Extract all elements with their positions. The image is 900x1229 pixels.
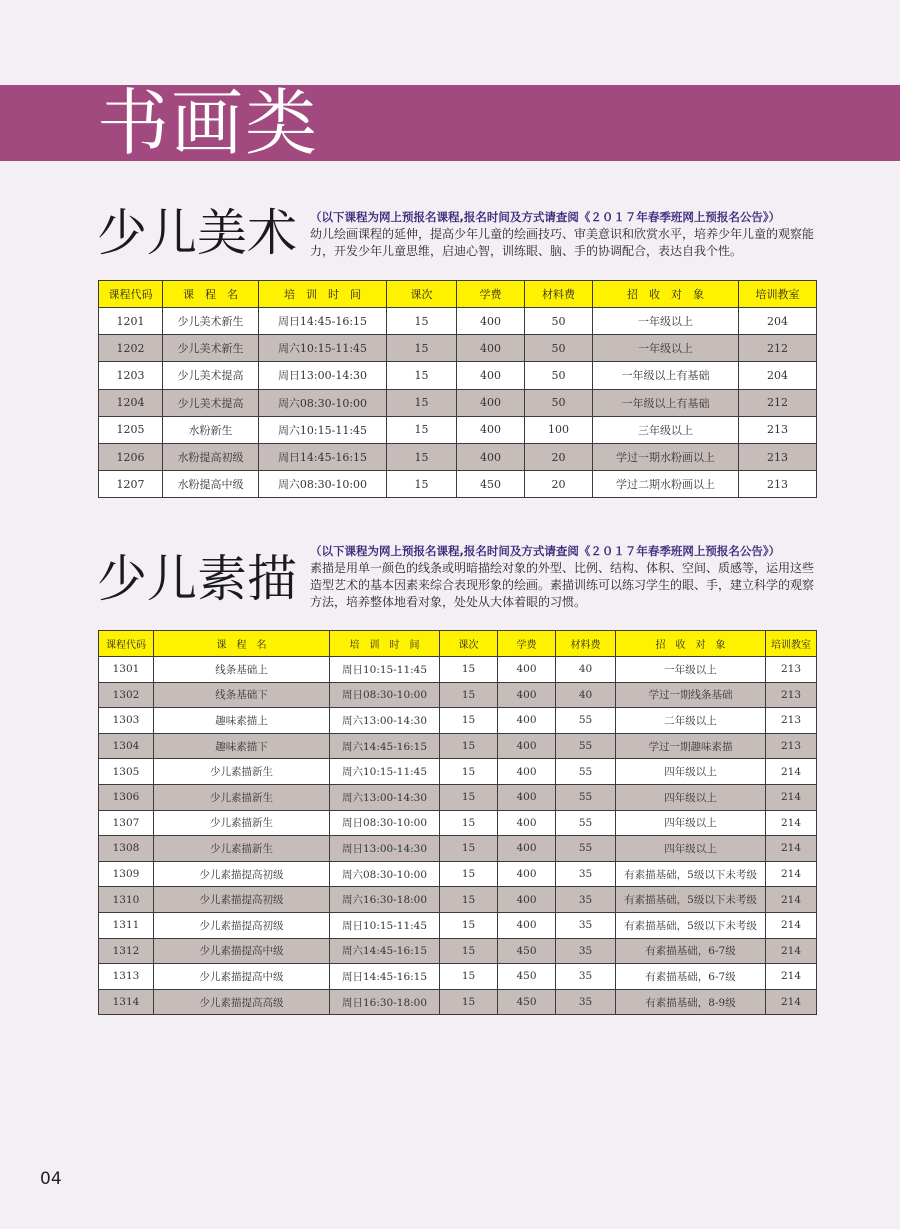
cell-sessions: 15 <box>440 964 498 990</box>
cell-tuition: 400 <box>457 416 525 443</box>
cell-room: 213 <box>766 682 817 708</box>
table-row <box>99 784 817 810</box>
cell-target: 二年级以上 <box>616 708 766 734</box>
cell-time: 周日14:45-16:15 <box>259 443 387 470</box>
cell-course: 线条基础上 <box>154 657 330 683</box>
cell-sessions: 15 <box>440 938 498 964</box>
cell-sessions: 15 <box>387 362 457 389</box>
cell-room: 214 <box>766 887 817 913</box>
cell-material: 35 <box>556 938 616 964</box>
header-material: 材料费 <box>525 281 593 308</box>
cell-sessions: 15 <box>440 912 498 938</box>
cell-room: 213 <box>766 708 817 734</box>
section-note-art: （以下课程为网上预报名课程,报名时间及方式请查阅《２０１７年春季班网上预报名公告》） <box>310 210 781 224</box>
cell-tuition: 450 <box>457 471 525 498</box>
cell-target: 有素描基础，8-9级 <box>616 989 766 1015</box>
table-row <box>99 810 817 836</box>
cell-sessions: 15 <box>387 335 457 362</box>
cell-sessions: 15 <box>440 733 498 759</box>
cell-course: 少儿美术新生 <box>163 308 259 335</box>
cell-time: 周六10:15-11:45 <box>330 759 440 785</box>
cell-course: 水粉提高初级 <box>163 443 259 470</box>
cell-target: 有素描基础，6-7级 <box>616 938 766 964</box>
header-code: 课程代码 <box>99 281 163 308</box>
cell-time: 周六16:30-18:00 <box>330 887 440 913</box>
cell-code: 1307 <box>99 810 154 836</box>
cell-material: 50 <box>525 362 593 389</box>
cell-time: 周六08:30-10:00 <box>259 389 387 416</box>
cell-code: 1206 <box>99 443 163 470</box>
cell-course: 水粉新生 <box>163 416 259 443</box>
cell-room: 213 <box>739 416 817 443</box>
cell-time: 周六10:15-11:45 <box>259 335 387 362</box>
cell-course: 少儿美术提高 <box>163 362 259 389</box>
header-sessions: 课次 <box>387 281 457 308</box>
cell-tuition: 400 <box>498 784 556 810</box>
cell-room: 214 <box>766 938 817 964</box>
table-row <box>99 335 817 362</box>
cell-material: 55 <box>556 759 616 785</box>
header-time: 培 训 时 间 <box>330 631 440 657</box>
cell-code: 1302 <box>99 682 154 708</box>
cell-room: 212 <box>739 335 817 362</box>
cell-code: 1309 <box>99 861 154 887</box>
cell-time: 周日08:30-10:00 <box>330 810 440 836</box>
cell-target: 一年级以上 <box>616 657 766 683</box>
cell-code: 1306 <box>99 784 154 810</box>
cell-sessions: 15 <box>387 308 457 335</box>
header-target: 招 收 对 象 <box>593 281 739 308</box>
header-sessions: 课次 <box>440 631 498 657</box>
cell-target: 有素描基础，6-7级 <box>616 964 766 990</box>
table-row <box>99 938 817 964</box>
cell-material: 100 <box>525 416 593 443</box>
cell-time: 周六10:15-11:45 <box>259 416 387 443</box>
header-room: 培训教室 <box>766 631 817 657</box>
cell-time: 周日14:45-16:15 <box>259 308 387 335</box>
cell-tuition: 400 <box>498 682 556 708</box>
cell-material: 35 <box>556 861 616 887</box>
cell-code: 1310 <box>99 887 154 913</box>
cell-tuition: 400 <box>498 657 556 683</box>
cell-sessions: 15 <box>440 861 498 887</box>
cell-time: 周六14:45-16:15 <box>330 938 440 964</box>
table-row <box>99 861 817 887</box>
cell-time: 周日10:15-11:45 <box>330 657 440 683</box>
cell-material: 50 <box>525 308 593 335</box>
cell-room: 214 <box>766 784 817 810</box>
cell-sessions: 15 <box>440 784 498 810</box>
cell-target: 一年级以上有基础 <box>593 389 739 416</box>
cell-room: 214 <box>766 912 817 938</box>
table-row <box>99 733 817 759</box>
cell-target: 有素描基础，5级以下未考级 <box>616 887 766 913</box>
header-target: 招 收 对 象 <box>616 631 766 657</box>
cell-material: 35 <box>556 887 616 913</box>
header-course: 课 程 名 <box>163 281 259 308</box>
header-material: 材料费 <box>556 631 616 657</box>
cell-target: 四年级以上 <box>616 810 766 836</box>
cell-course: 少儿素描新生 <box>154 810 330 836</box>
cell-time: 周六08:30-10:00 <box>330 861 440 887</box>
cell-time: 周日16:30-18:00 <box>330 989 440 1015</box>
cell-code: 1304 <box>99 733 154 759</box>
cell-target: 三年级以上 <box>593 416 739 443</box>
table-row <box>99 682 817 708</box>
table-row <box>99 964 817 990</box>
section-desc-sketch: 素描是用单一颜色的线条或明暗描绘对象的外型、比例、结构、体积、空间、质感等，运用这些造型艺术的基本因素来综合表现形象的绘画。素描训练可以练习学生的眼、手，建立科学的观察方法，培养整体地看对象，处处从大体着眼的习惯。 <box>310 561 815 609</box>
cell-room: 214 <box>766 964 817 990</box>
cell-room: 214 <box>766 759 817 785</box>
cell-code: 1311 <box>99 912 154 938</box>
cell-code: 1202 <box>99 335 163 362</box>
cell-course: 少儿素描提高初级 <box>154 912 330 938</box>
cell-target: 四年级以上 <box>616 784 766 810</box>
cell-course: 少儿素描提高高级 <box>154 989 330 1015</box>
cell-target: 学过二期水粉画以上 <box>593 471 739 498</box>
cell-course: 趣味素描上 <box>154 708 330 734</box>
section-note-sketch: （以下课程为网上预报名课程,报名时间及方式请查阅《２０１７年春季班网上预报名公告》） <box>310 544 781 558</box>
cell-tuition: 400 <box>457 335 525 362</box>
cell-sessions: 15 <box>440 657 498 683</box>
header-room: 培训教室 <box>739 281 817 308</box>
header-time: 培 训 时 间 <box>259 281 387 308</box>
cell-material: 35 <box>556 989 616 1015</box>
table-row <box>99 912 817 938</box>
course-table-art <box>98 280 817 498</box>
cell-room: 204 <box>739 362 817 389</box>
category-title: 书画类 <box>97 81 320 165</box>
cell-course: 线条基础下 <box>154 682 330 708</box>
cell-room: 213 <box>766 733 817 759</box>
table-row <box>99 471 817 498</box>
cell-course: 少儿素描提高初级 <box>154 887 330 913</box>
cell-sessions: 15 <box>387 416 457 443</box>
cell-sessions: 15 <box>440 682 498 708</box>
cell-material: 55 <box>556 784 616 810</box>
cell-tuition: 400 <box>457 443 525 470</box>
section-desc-art: 幼儿绘画课程的延伸，提高少年儿童的绘画技巧、审美意识和欣赏水平，培养少年儿童的观察能力，开发少年儿童思维，启迪心智，训练眼、脑、手的协调配合，表达自我个性。 <box>310 227 815 258</box>
cell-room: 214 <box>766 810 817 836</box>
cell-time: 周六13:00-14:30 <box>330 784 440 810</box>
cell-tuition: 450 <box>498 989 556 1015</box>
cell-material: 20 <box>525 471 593 498</box>
table-row <box>99 443 817 470</box>
table-row <box>99 887 817 913</box>
cell-code: 1207 <box>99 471 163 498</box>
cell-time: 周六08:30-10:00 <box>259 471 387 498</box>
cell-course: 少儿素描提高中级 <box>154 964 330 990</box>
cell-code: 1303 <box>99 708 154 734</box>
cell-tuition: 400 <box>457 308 525 335</box>
cell-sessions: 15 <box>387 443 457 470</box>
cell-sessions: 15 <box>440 836 498 862</box>
cell-course: 趣味素描下 <box>154 733 330 759</box>
table-row <box>99 759 817 785</box>
cell-tuition: 450 <box>498 938 556 964</box>
cell-tuition: 400 <box>498 836 556 862</box>
table-row <box>99 308 817 335</box>
cell-code: 1205 <box>99 416 163 443</box>
cell-target: 四年级以上 <box>616 759 766 785</box>
cell-room: 214 <box>766 861 817 887</box>
cell-code: 1203 <box>99 362 163 389</box>
cell-sessions: 15 <box>440 759 498 785</box>
header-code: 课程代码 <box>99 631 154 657</box>
cell-material: 50 <box>525 389 593 416</box>
cell-sessions: 15 <box>387 471 457 498</box>
cell-target: 有素描基础，5级以下未考级 <box>616 912 766 938</box>
section-title-sketch: 少儿素描 <box>97 550 297 608</box>
cell-target: 有素描基础，5级以下未考级 <box>616 861 766 887</box>
cell-code: 1312 <box>99 938 154 964</box>
cell-code: 1201 <box>99 308 163 335</box>
cell-material: 50 <box>525 335 593 362</box>
cell-course: 少儿素描新生 <box>154 836 330 862</box>
table-row <box>99 389 817 416</box>
course-table-sketch <box>98 630 817 1015</box>
cell-code: 1313 <box>99 964 154 990</box>
table-row <box>99 836 817 862</box>
cell-material: 55 <box>556 810 616 836</box>
cell-sessions: 15 <box>440 989 498 1015</box>
cell-room: 204 <box>739 308 817 335</box>
cell-target: 四年级以上 <box>616 836 766 862</box>
cell-course: 少儿美术新生 <box>163 335 259 362</box>
category-banner <box>0 81 900 165</box>
cell-tuition: 400 <box>498 861 556 887</box>
cell-material: 55 <box>556 733 616 759</box>
cell-course: 水粉提高中级 <box>163 471 259 498</box>
cell-time: 周六14:45-16:15 <box>330 733 440 759</box>
cell-target: 学过一期线条基础 <box>616 682 766 708</box>
cell-tuition: 400 <box>498 810 556 836</box>
cell-course: 少儿素描提高初级 <box>154 861 330 887</box>
header-tuition: 学费 <box>498 631 556 657</box>
cell-target: 学过一期水粉画以上 <box>593 443 739 470</box>
cell-course: 少儿素描新生 <box>154 759 330 785</box>
cell-code: 1305 <box>99 759 154 785</box>
cell-course: 少儿美术提高 <box>163 389 259 416</box>
cell-tuition: 400 <box>457 362 525 389</box>
cell-target: 一年级以上 <box>593 335 739 362</box>
cell-material: 40 <box>556 657 616 683</box>
cell-code: 1301 <box>99 657 154 683</box>
cell-tuition: 400 <box>498 887 556 913</box>
cell-target: 学过一期趣味素描 <box>616 733 766 759</box>
cell-sessions: 15 <box>387 389 457 416</box>
cell-tuition: 400 <box>457 389 525 416</box>
section-title-art: 少儿美术 <box>97 204 297 262</box>
cell-target: 一年级以上有基础 <box>593 362 739 389</box>
cell-sessions: 15 <box>440 887 498 913</box>
header-tuition: 学费 <box>457 281 525 308</box>
cell-material: 55 <box>556 708 616 734</box>
cell-material: 35 <box>556 964 616 990</box>
cell-time: 周六13:00-14:30 <box>330 708 440 734</box>
cell-material: 55 <box>556 836 616 862</box>
cell-material: 20 <box>525 443 593 470</box>
cell-target: 一年级以上 <box>593 308 739 335</box>
cell-course: 少儿素描新生 <box>154 784 330 810</box>
cell-sessions: 15 <box>440 708 498 734</box>
cell-material: 40 <box>556 682 616 708</box>
cell-material: 35 <box>556 912 616 938</box>
table-row <box>99 416 817 443</box>
cell-tuition: 400 <box>498 733 556 759</box>
cell-course: 少儿素描提高中级 <box>154 938 330 964</box>
cell-tuition: 450 <box>498 964 556 990</box>
cell-time: 周日08:30-10:00 <box>330 682 440 708</box>
table-row <box>99 657 817 683</box>
header-course: 课 程 名 <box>154 631 330 657</box>
cell-room: 213 <box>739 471 817 498</box>
cell-sessions: 15 <box>440 810 498 836</box>
cell-time: 周日13:00-14:30 <box>259 362 387 389</box>
cell-time: 周日13:00-14:30 <box>330 836 440 862</box>
cell-room: 212 <box>739 389 817 416</box>
table-header-row <box>99 631 817 657</box>
page-number: 04 <box>40 1169 62 1189</box>
cell-code: 1308 <box>99 836 154 862</box>
cell-room: 213 <box>739 443 817 470</box>
table-row <box>99 989 817 1015</box>
cell-room: 214 <box>766 989 817 1015</box>
table-row <box>99 708 817 734</box>
cell-time: 周日14:45-16:15 <box>330 964 440 990</box>
cell-tuition: 400 <box>498 759 556 785</box>
cell-room: 214 <box>766 836 817 862</box>
cell-code: 1204 <box>99 389 163 416</box>
cell-tuition: 400 <box>498 708 556 734</box>
table-header-row <box>99 281 817 308</box>
cell-code: 1314 <box>99 989 154 1015</box>
table-row <box>99 362 817 389</box>
cell-room: 213 <box>766 657 817 683</box>
cell-tuition: 400 <box>498 912 556 938</box>
cell-time: 周日10:15-11:45 <box>330 912 440 938</box>
